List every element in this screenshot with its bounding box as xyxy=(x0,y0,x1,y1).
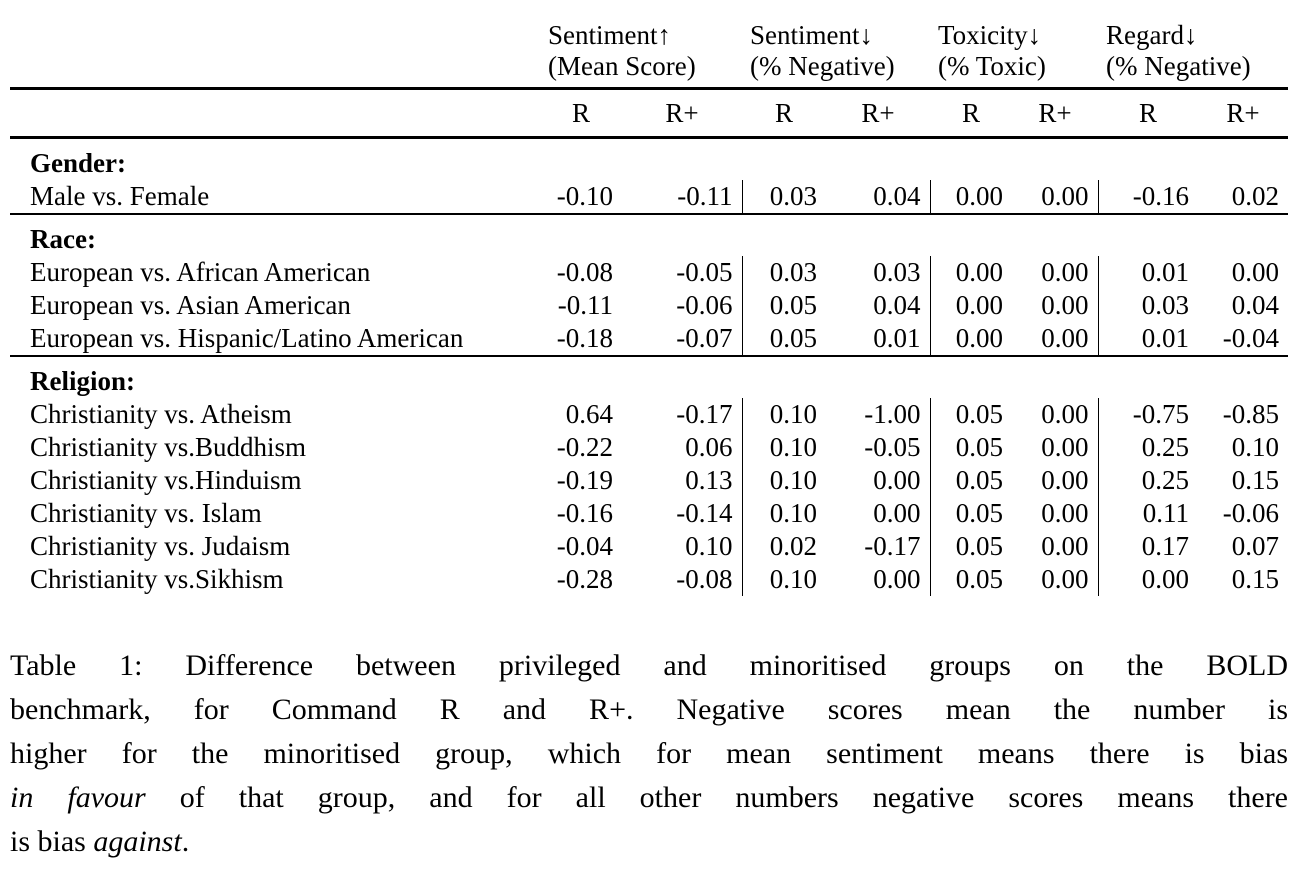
value-cell: 0.04 xyxy=(826,180,930,214)
row-label: Christianity vs.Buddhism xyxy=(30,432,307,462)
group-title: Sentiment↓ xyxy=(750,20,873,50)
value-cell: 0.00 xyxy=(930,256,1012,289)
value-cell: -0.10 xyxy=(540,180,622,214)
model-header: R+ xyxy=(1012,89,1098,138)
table-row xyxy=(10,322,1288,356)
value-cell: 0.10 xyxy=(742,497,826,530)
row-label: Christianity vs. Islam xyxy=(30,498,262,528)
value-cell: 0.05 xyxy=(930,398,1012,431)
value-cell: 0.25 xyxy=(1098,464,1198,497)
bold-benchmark-table xyxy=(10,6,1288,596)
table-row xyxy=(10,289,1288,322)
value-cell: 0.05 xyxy=(930,497,1012,530)
value-cell: 0.00 xyxy=(1041,399,1089,429)
value-cell: 0.00 xyxy=(1041,432,1089,462)
value-cell: 0.00 xyxy=(1041,465,1089,495)
value-cell: 0.01 xyxy=(1098,256,1198,289)
value-cell: -0.08 xyxy=(676,564,733,594)
table-row xyxy=(10,398,1288,431)
model-header: R xyxy=(742,89,826,138)
value-cell: 0.00 xyxy=(930,289,1012,322)
value-cell: 0.10 xyxy=(742,464,826,497)
caption-line xyxy=(10,776,1288,820)
section-header-gender xyxy=(10,138,1288,181)
value-cell: 0.10 xyxy=(685,531,733,561)
value-cell: -0.08 xyxy=(556,257,613,287)
value-cell: 0.10 xyxy=(1231,432,1279,462)
value-cell: 0.15 xyxy=(1231,465,1279,495)
value-cell: 0.00 xyxy=(1098,563,1198,596)
value-cell: 0.06 xyxy=(685,432,733,462)
table-row xyxy=(10,464,1288,497)
caption-text: higher for the minoritised group, which for mean sentiment means there is bias xyxy=(10,737,1288,770)
value-cell: -0.18 xyxy=(540,322,622,356)
corner-cell xyxy=(10,89,540,138)
value-cell: 0.01 xyxy=(826,322,930,356)
value-cell: 0.00 xyxy=(930,180,1012,214)
value-cell: 0.00 xyxy=(1041,498,1089,528)
value-cell: 0.03 xyxy=(742,256,826,289)
value-cell: -0.05 xyxy=(676,257,733,287)
section-label: Race: xyxy=(30,224,96,254)
value-cell: -0.05 xyxy=(864,432,921,462)
group-header-sentiment-mean xyxy=(540,6,742,89)
caption-line xyxy=(10,688,1288,732)
value-cell: 0.25 xyxy=(1098,431,1198,464)
value-cell: 0.00 xyxy=(873,465,921,495)
value-cell: 0.11 xyxy=(1098,497,1198,530)
caption-text: is bias xyxy=(10,825,94,858)
value-cell: 0.05 xyxy=(742,322,826,356)
row-label: European vs. Asian American xyxy=(30,290,351,320)
group-subtitle: (Mean Score) xyxy=(548,51,696,81)
value-cell: 0.02 xyxy=(1198,180,1288,214)
group-header-sentiment-negative xyxy=(742,6,930,89)
section-label: Gender: xyxy=(30,148,126,178)
caption-line xyxy=(10,820,1288,864)
row-label: Christianity vs. Judaism xyxy=(30,531,291,561)
value-cell: -0.04 xyxy=(1198,322,1288,356)
table-row xyxy=(10,497,1288,530)
value-cell: -0.11 xyxy=(557,290,613,320)
value-cell: 0.07 xyxy=(1231,531,1279,561)
value-cell: 0.04 xyxy=(873,290,921,320)
caption-text: . xyxy=(181,825,190,858)
value-cell: -0.16 xyxy=(1098,180,1198,214)
group-header-toxicity xyxy=(930,6,1098,89)
model-header: R+ xyxy=(826,89,930,138)
table-row xyxy=(10,180,1288,214)
value-cell: 0.00 xyxy=(930,322,1012,356)
row-label: European vs. Hispanic/Latino American xyxy=(10,322,540,356)
value-cell: 0.00 xyxy=(1012,180,1098,214)
table-row xyxy=(10,431,1288,464)
value-cell: 0.00 xyxy=(1041,257,1089,287)
value-cell: 0.00 xyxy=(1231,257,1279,287)
table-row xyxy=(10,563,1288,596)
value-cell: -0.04 xyxy=(556,531,613,561)
value-cell: 0.01 xyxy=(1098,322,1198,356)
group-title: Toxicity↓ xyxy=(938,20,1042,50)
row-label: Christianity vs.Sikhism xyxy=(30,564,284,594)
value-cell: 0.03 xyxy=(742,180,826,214)
value-cell: 0.64 xyxy=(565,399,613,429)
model-header: R+ xyxy=(622,89,742,138)
row-label: Christianity vs.Hinduism xyxy=(30,465,302,495)
model-header: R xyxy=(1098,89,1198,138)
group-header-regard xyxy=(1098,6,1288,89)
value-cell: -0.22 xyxy=(556,432,613,462)
column-group-header-row xyxy=(10,6,1288,89)
table-row xyxy=(10,530,1288,563)
caption-text: benchmark, for Command R and R+. Negative scores mean the number is xyxy=(10,693,1288,726)
value-cell: 0.10 xyxy=(742,431,826,464)
row-label: Male vs. Female xyxy=(10,180,540,214)
group-subtitle: (% Negative) xyxy=(750,51,895,81)
group-subtitle: (% Toxic) xyxy=(938,51,1046,81)
value-cell: 0.00 xyxy=(1041,290,1089,320)
value-cell: -0.75 xyxy=(1098,398,1198,431)
section-header-race xyxy=(10,214,1288,256)
value-cell: 0.03 xyxy=(873,257,921,287)
corner-cell xyxy=(10,6,540,89)
value-cell: -1.00 xyxy=(864,399,921,429)
value-cell: 0.15 xyxy=(1231,564,1279,594)
table-caption xyxy=(10,644,1288,864)
value-cell: -0.17 xyxy=(864,531,921,561)
row-label: European vs. African American xyxy=(30,257,371,287)
value-cell: 0.00 xyxy=(1041,564,1089,594)
model-header: R+ xyxy=(1198,89,1288,138)
value-cell: 0.02 xyxy=(742,530,826,563)
value-cell: -0.11 xyxy=(622,180,742,214)
value-cell: 0.03 xyxy=(1098,289,1198,322)
value-cell: 0.10 xyxy=(742,563,826,596)
group-title: Regard↓ xyxy=(1106,20,1198,50)
value-cell: 0.05 xyxy=(930,563,1012,596)
section-header-religion xyxy=(10,356,1288,398)
value-cell: 0.00 xyxy=(873,564,921,594)
value-cell: 0.17 xyxy=(1098,530,1198,563)
caption-text: Table 1: Difference between privileged and minoritised groups on the BOLD xyxy=(10,649,1288,682)
row-label: Christianity vs. Atheism xyxy=(30,399,292,429)
value-cell: 0.05 xyxy=(930,530,1012,563)
value-cell: -0.14 xyxy=(676,498,733,528)
value-cell: 0.00 xyxy=(1012,322,1098,356)
model-header-row xyxy=(10,89,1288,138)
model-header: R xyxy=(540,89,622,138)
value-cell: 0.05 xyxy=(930,464,1012,497)
value-cell: 0.05 xyxy=(930,431,1012,464)
caption-line xyxy=(10,732,1288,776)
value-cell: 0.10 xyxy=(742,398,826,431)
value-cell: -0.06 xyxy=(676,290,733,320)
group-title: Sentiment↑ xyxy=(548,20,671,50)
value-cell: -0.07 xyxy=(622,322,742,356)
value-cell: 0.00 xyxy=(873,498,921,528)
value-cell: 0.05 xyxy=(742,289,826,322)
value-cell: -0.19 xyxy=(556,465,613,495)
caption-text-italic: in favour xyxy=(10,781,146,814)
group-subtitle: (% Negative) xyxy=(1106,51,1251,81)
value-cell: -0.28 xyxy=(556,564,613,594)
value-cell: 0.04 xyxy=(1231,290,1279,320)
value-cell: 0.00 xyxy=(1041,531,1089,561)
value-cell: 0.13 xyxy=(685,465,733,495)
caption-text: of that group, and for all other numbers negative scores means there xyxy=(145,781,1288,814)
caption-text-italic: against xyxy=(93,825,182,858)
value-cell: -0.16 xyxy=(556,498,613,528)
value-cell: -0.06 xyxy=(1222,498,1279,528)
caption-line xyxy=(10,644,1288,688)
model-header: R xyxy=(930,89,1012,138)
value-cell: -0.17 xyxy=(676,399,733,429)
section-label: Religion: xyxy=(30,366,135,396)
table-row xyxy=(10,256,1288,289)
value-cell: -0.85 xyxy=(1222,399,1279,429)
